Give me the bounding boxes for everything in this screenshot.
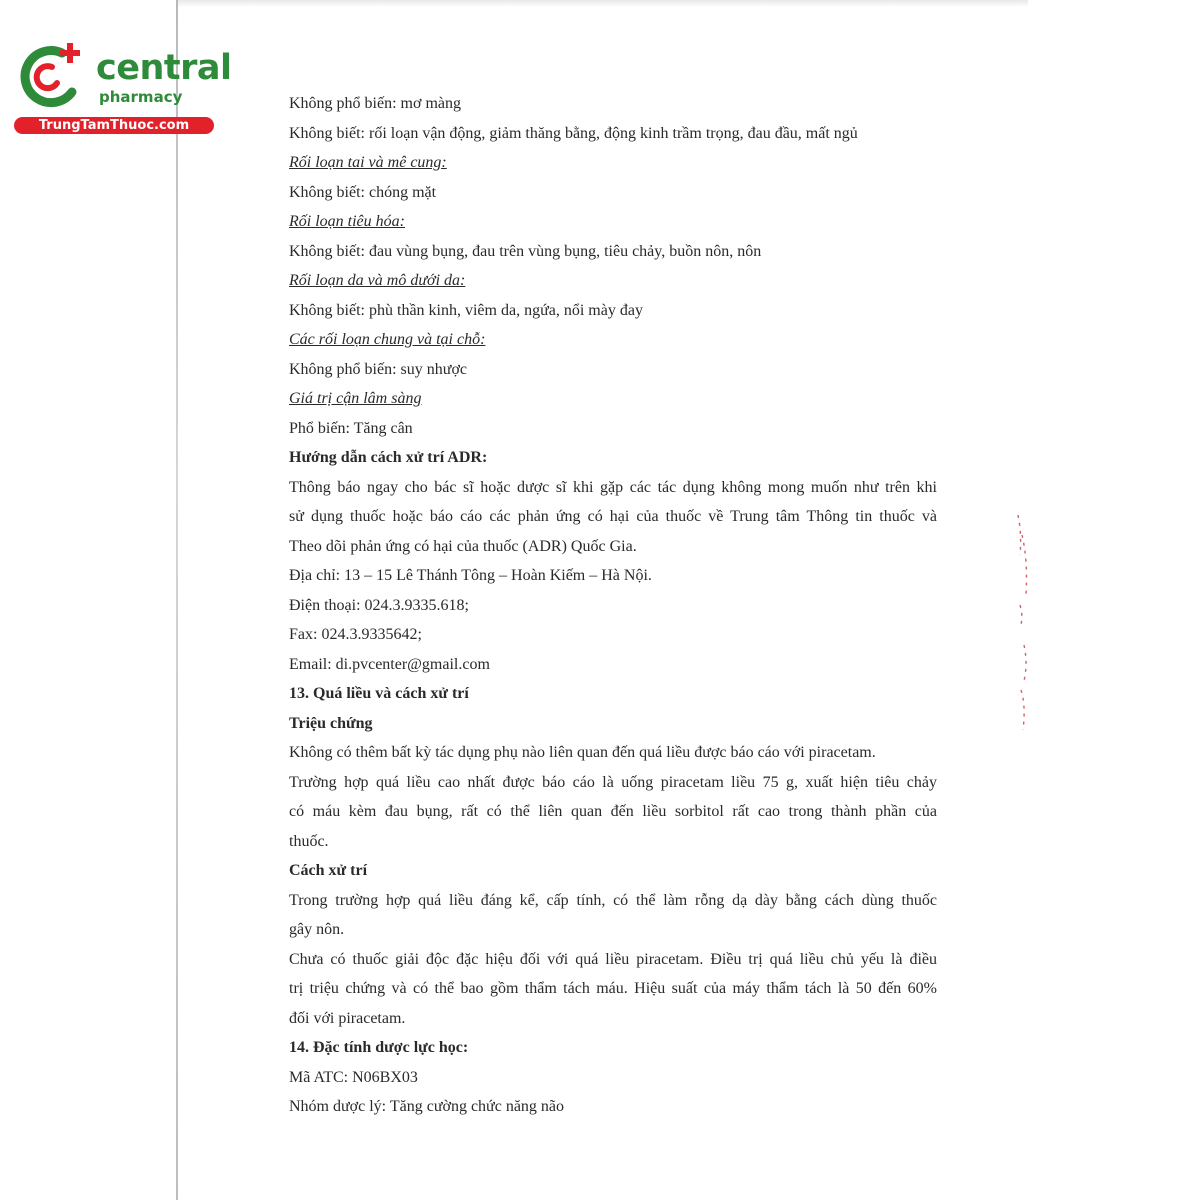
document-body [289, 89, 937, 1122]
section-heading: Rối loạn da và mô dưới da: [289, 272, 466, 289]
text-line: Không có thêm bất kỳ tác dụng phụ nào liên quan đến quá liều được báo cáo với piracetam. [289, 744, 876, 761]
text-line: Không biết: chóng mặt [289, 183, 437, 201]
bold-heading: 14. Đặc tính dược lực học: [289, 1039, 469, 1056]
text-line: đối với piracetam. [289, 1009, 406, 1027]
text-line: Theo dõi phản ứng có hại của thuốc (ADR) Quốc Gia. [289, 537, 637, 555]
text-line: Fax: 024.3.9335642; [289, 626, 422, 643]
bold-heading: Cách xử trí [289, 862, 368, 879]
paragraph-line: sử dụng thuốc hoặc báo cáo các phản ứng có hại của thuốc về Trung tâm Thông tin thuốc và [289, 508, 937, 525]
paragraph-line: trị triệu chứng và có thể bao gồm thẩm tách máu. Hiệu suất của máy thẩm tách là 50 đến 60% [289, 980, 937, 997]
logo-subtitle: pharmacy [99, 88, 183, 106]
text-line: thuốc. [289, 832, 329, 850]
paragraph-line: Chưa có thuốc giải độc đặc hiệu đối với quá liều piracetam. Điều trị quá liều chủ yếu là điều [289, 950, 937, 968]
paragraph-line: có máu kèm đau bụng, rất có thể liên quan đến liều sorbitol rất cao trong thành phần của [289, 803, 937, 820]
text-line: gây nôn. [289, 921, 345, 938]
text-line: Phổ biến: Tăng cân [289, 419, 413, 437]
bold-heading: 13. Quá liều và cách xử trí [289, 685, 469, 702]
pharmacy-cross-icon [10, 36, 90, 116]
red-stamp-edge [1012, 505, 1034, 745]
text-line: Không biết: phù thần kinh, viêm da, ngứa, nổi mày đay [289, 301, 643, 319]
text-line: Không phổ biến: suy nhược [289, 360, 468, 378]
section-heading: Rối loạn tai và mê cung: [289, 154, 447, 171]
logo-website: TrungTamThuoc.com [14, 117, 214, 134]
text-line: Không phổ biến: mơ màng [289, 95, 461, 112]
section-heading: Rối loạn tiêu hóa: [289, 213, 405, 230]
section-heading: Giá trị cận lâm sàng [289, 390, 422, 407]
bold-heading: Hướng dẫn cách xử trí ADR: [289, 449, 488, 466]
text-line: Mã ATC: N06BX03 [289, 1068, 418, 1086]
text-line: Không biết: rối loạn vận động, giảm thăng bằng, động kinh trầm trọng, đau đầu, mất ngủ [289, 124, 858, 142]
paragraph-line: Trong trường hợp quá liều đáng kể, cấp tính, có thể làm rỗng dạ dày bằng cách dùng thuốc [289, 891, 937, 909]
pharmacy-logo[interactable] [10, 36, 232, 136]
paragraph-line: Trường hợp quá liều cao nhất được báo cáo là uống piracetam liều 75 g, xuất hiện tiêu chảy [289, 773, 937, 791]
text-line: Email: di.pvcenter@gmail.com [289, 655, 490, 673]
text-line: Điện thoại: 024.3.9335.618; [289, 596, 469, 614]
text-line: Không biết: đau vùng bụng, đau trên vùng bụng, tiêu chảy, buồn nôn, nôn [289, 242, 762, 260]
paragraph-line: Thông báo ngay cho bác sĩ hoặc dược sĩ khi gặp các tác dụng không mong muốn như trên khi [289, 478, 937, 496]
page-edge [176, 0, 178, 1200]
bold-heading: Triệu chứng [289, 714, 373, 732]
logo-name: central [96, 48, 232, 88]
text-line: Nhóm dược lý: Tăng cường chức năng não [289, 1098, 565, 1115]
scan-top-shadow [178, 0, 1028, 7]
text-line: Địa chỉ: 13 – 15 Lê Thánh Tông – Hoàn Kiếm – Hà Nội. [289, 567, 652, 584]
section-heading: Các rối loạn chung và tại chỗ: [289, 331, 486, 348]
